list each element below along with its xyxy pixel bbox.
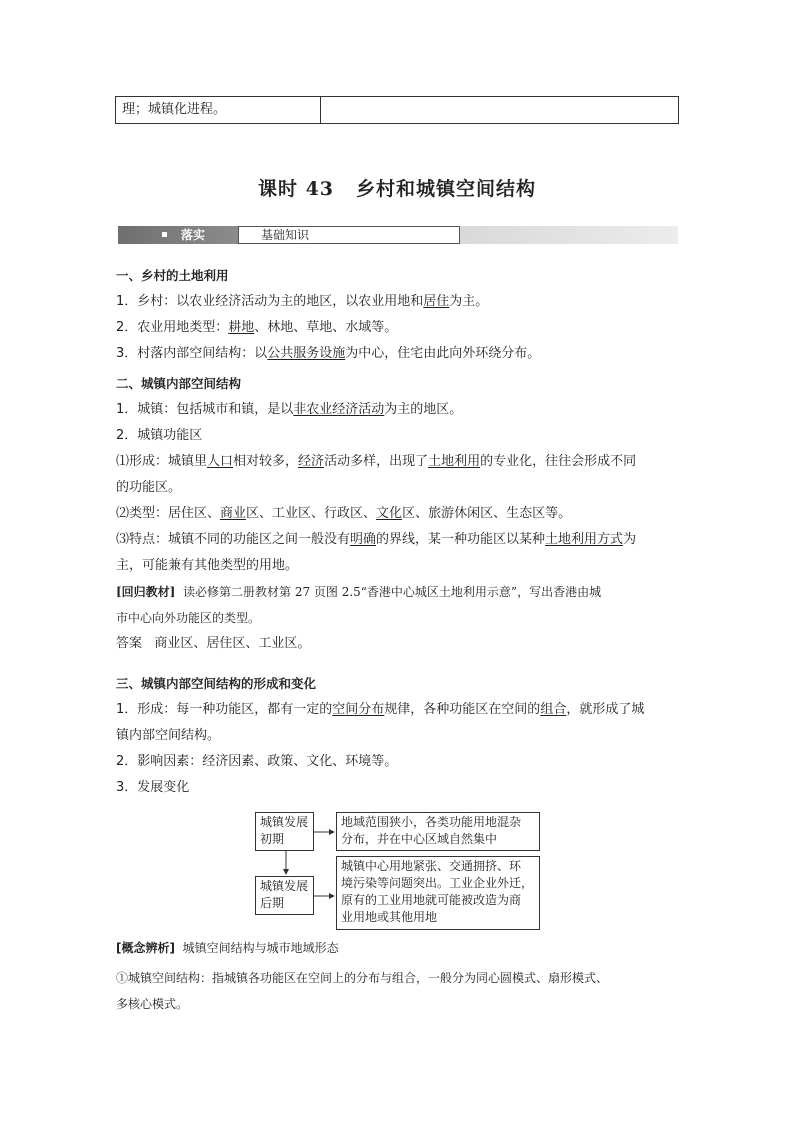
page-title xyxy=(0,174,794,201)
paragraph: 3．村落内部空间结构：以公共服务设施为中心，住宅由此向外环绕分布。 xyxy=(116,346,541,361)
paragraph: 3．发展变化 xyxy=(116,780,190,795)
lesson-title: 乡村和城镇空间结构 xyxy=(356,178,537,200)
square-icon xyxy=(162,232,167,237)
concept-title: 城镇空间结构与城市地域形态 xyxy=(182,941,339,955)
paragraph: 多核心模式。 xyxy=(116,997,189,1011)
paragraph: 1．城镇：包括城市和镇，是以非农业经济活动为主的地区。 xyxy=(116,402,463,417)
section-1 xyxy=(116,263,680,367)
paragraph: ⑴形成：城镇里人口相对较多，经济活动多样，出现了土地利用的专业化，往往会形成不同 xyxy=(116,454,637,469)
section-2 xyxy=(116,371,680,657)
section-banner xyxy=(118,226,678,244)
stage-box-early: 城镇发展 初期 xyxy=(255,812,314,851)
banner-tag xyxy=(118,226,236,244)
concept-section xyxy=(116,935,680,1017)
paragraph: 2．城镇功能区 xyxy=(116,428,203,443)
review-note: [回归教材] 读必修第二册教材第 27 页图 2.5“香港中心城区土地利用示意”，写出香港由城 xyxy=(116,585,602,599)
review-tag: [回归教材] xyxy=(116,585,176,599)
paragraph: 1．乡村：以农业经济活动为主的地区，以农业用地和居住为主。 xyxy=(116,294,489,309)
desc-box-late: 城镇中心用地紧张、交通拥挤、环 境污染等问题突出。工业企业外迁， 原有的工业用地就可能被改造为商 业用地或其他用地 xyxy=(336,856,540,930)
section-3 xyxy=(116,671,680,801)
banner-subtitle: 基础知识 xyxy=(238,226,460,244)
banner-tag-label: 落实 xyxy=(181,228,206,242)
paragraph: 2．影响因素：经济因素、政策、文化、环境等。 xyxy=(116,754,398,769)
section-heading: 一、乡村的土地利用 xyxy=(116,268,229,283)
desc-box-early: 地域范围狭小，各类功能用地混杂 分布，并在中心区域自然集中 xyxy=(336,812,540,851)
paragraph: 镇内部空间结构。 xyxy=(116,728,221,743)
section-heading: 三、城镇内部空间结构的形成和变化 xyxy=(116,676,317,691)
table-cell xyxy=(321,97,678,123)
paragraph: 1．形成：每一种功能区，都有一定的空间分布规律，各种功能区在空间的组合，就形成了城 xyxy=(116,702,645,717)
table-cell: 理；城镇化进程。 xyxy=(116,97,321,123)
paragraph: ⑶特点：城镇不同的功能区之间一般没有明确的界线，某一种功能区以某种土地利用方式为 xyxy=(116,532,637,547)
concept-heading xyxy=(116,935,680,961)
answer-label: 答案 xyxy=(116,636,143,651)
top-table-fragment xyxy=(115,96,679,124)
section-heading: 二、城镇内部空间结构 xyxy=(116,376,242,391)
stage-box-late: 城镇发展 后期 xyxy=(255,876,314,915)
answer: 答案 商业区、居住区、工业区。 xyxy=(116,636,311,651)
paragraph: ⑵类型：居住区、商业区、工业区、行政区、文化区、旅游休闲区、生态区等。 xyxy=(116,506,572,521)
review-note-line2: 市中心向外功能区的类型。 xyxy=(116,611,261,625)
paragraph: 的功能区。 xyxy=(116,480,182,495)
paragraph: ①城镇空间结构：指城镇各功能区在空间上的分布与组合，一般分为同心圆模式、扇形模式、 xyxy=(116,971,609,985)
concept-tag: [概念辨析] xyxy=(116,941,175,955)
paragraph: 主，可能兼有其他类型的用地。 xyxy=(116,558,299,573)
paragraph: 2．农业用地类型：耕地、林地、草地、水域等。 xyxy=(116,320,398,335)
lesson-number: 课时 43 xyxy=(257,178,335,200)
